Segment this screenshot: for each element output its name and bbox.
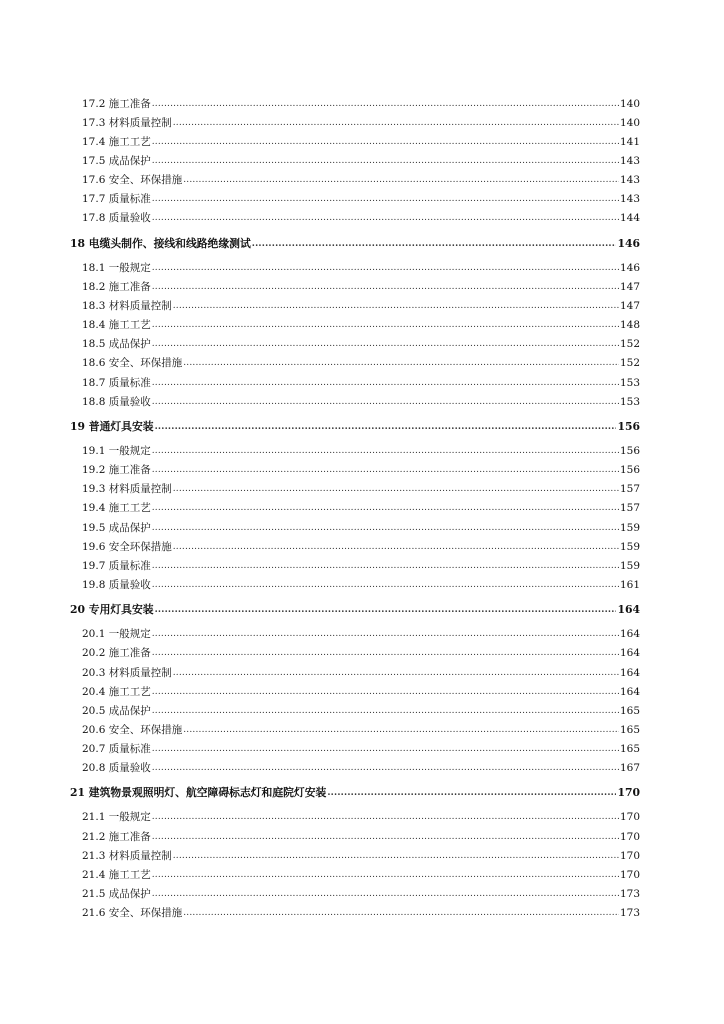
toc-section-entry[interactable]: [70, 335, 640, 354]
toc-section-entry[interactable]: [70, 884, 640, 903]
toc-entry-title: 17.4 施工工艺: [82, 135, 151, 148]
dot-leader: [152, 743, 619, 755]
toc-section-entry[interactable]: [70, 518, 640, 537]
dot-leader: [252, 238, 617, 250]
toc-entry-page-number: 156: [617, 419, 640, 433]
toc-entry-page-number: 153: [619, 376, 640, 389]
toc-section-entry[interactable]: [70, 277, 640, 296]
toc-entry-page-number: 164: [619, 628, 640, 641]
dot-leader: [173, 850, 619, 862]
toc-entry-title: 19.2 施工准备: [82, 464, 151, 477]
toc-section-entry[interactable]: [70, 190, 640, 209]
toc-entry-title: 21.5 成品保护: [82, 888, 151, 901]
toc-section-entry[interactable]: [70, 701, 640, 720]
dot-leader: [152, 705, 619, 717]
dot-leader: [152, 445, 619, 457]
toc-entry-title: 21.4 施工工艺: [82, 868, 151, 881]
toc-entry-page-number: 164: [619, 666, 640, 679]
dot-leader: [152, 831, 619, 843]
toc-entry-title: 19.6 安全环保措施: [82, 540, 172, 553]
toc-section-entry[interactable]: [70, 904, 640, 923]
dot-leader: [173, 300, 619, 312]
toc-entry-title: 21.6 安全、环保措施: [82, 907, 183, 920]
toc-entry-title: 18.8 质量验收: [82, 395, 151, 408]
dot-leader: [152, 522, 619, 534]
toc-entry-page-number: 140: [619, 97, 640, 110]
toc-entry-page-number: 170: [619, 868, 640, 881]
dot-leader: [152, 377, 619, 389]
toc-entry-title: 17.6 安全、环保措施: [82, 174, 183, 187]
toc-entry-page-number: 170: [619, 849, 640, 862]
toc-section-entry[interactable]: [70, 480, 640, 499]
dot-leader: [152, 888, 619, 900]
toc-entry-title: 18.2 施工准备: [82, 280, 151, 293]
toc-entry-title: 17.8 质量验收: [82, 212, 151, 225]
toc-entry-title: 19.3 材料质量控制: [82, 483, 172, 496]
dot-leader: [183, 357, 619, 369]
toc-entry-title: 18.7 质量标准: [82, 376, 151, 389]
dot-leader: [152, 155, 619, 167]
dot-leader: [152, 647, 619, 659]
toc-entry-page-number: 146: [619, 261, 640, 274]
toc-entry-title: 21.2 施工准备: [82, 830, 151, 843]
dot-leader: [152, 98, 619, 110]
toc-entry-title: 20.3 材料质量控制: [82, 666, 172, 679]
toc-chapter-entry[interactable]: [70, 784, 640, 803]
toc-section-entry[interactable]: [70, 461, 640, 480]
toc-entry-page-number: 170: [619, 830, 640, 843]
toc-entry-title: 19.1 一般规定: [82, 444, 151, 457]
toc-entry-page-number: 141: [619, 135, 640, 148]
toc-entry-page-number: 157: [619, 483, 640, 496]
toc-entry-title: 19.8 质量验收: [82, 578, 151, 591]
toc-entry-title: 18.4 施工工艺: [82, 319, 151, 332]
dot-leader: [155, 604, 617, 616]
toc-entry-title: 21.1 一般规定: [82, 811, 151, 824]
toc-section-entry[interactable]: [70, 499, 640, 518]
toc-section-entry[interactable]: [70, 392, 640, 411]
toc-entry-title: 19.5 成品保护: [82, 521, 151, 534]
dot-leader: [152, 396, 619, 408]
toc-section-entry[interactable]: [70, 258, 640, 277]
dot-leader: [152, 212, 619, 224]
toc-section-entry[interactable]: [70, 132, 640, 151]
toc-entry-title: 17.2 施工准备: [82, 97, 151, 110]
toc-section-entry[interactable]: [70, 720, 640, 739]
dot-leader: [152, 262, 619, 274]
toc-entry-page-number: 157: [619, 502, 640, 515]
toc-entry-title: 19 普通灯具安装: [70, 419, 154, 433]
dot-leader: [152, 193, 619, 205]
toc-entry-page-number: 164: [619, 647, 640, 660]
toc-entry-title: 18.3 材料质量控制: [82, 299, 172, 312]
toc-chapter-entry[interactable]: [70, 234, 640, 253]
toc-section-entry[interactable]: [70, 316, 640, 335]
toc-entry-title: 21 建筑物景观照明灯、航空障碍标志灯和庭院灯安装: [70, 786, 327, 800]
toc-entry-page-number: 156: [619, 444, 640, 457]
toc-section-entry[interactable]: [70, 296, 640, 315]
toc-entry-title: 20 专用灯具安装: [70, 603, 154, 617]
toc-entry-title: 17.5 成品保护: [82, 154, 151, 167]
dot-leader: [173, 483, 619, 495]
toc-section-entry[interactable]: [70, 373, 640, 392]
dot-leader: [152, 811, 619, 823]
toc-entry-page-number: 143: [619, 193, 640, 206]
toc-entry-page-number: 165: [619, 743, 640, 756]
dot-leader: [152, 762, 619, 774]
toc-entry-page-number: 152: [619, 357, 640, 370]
toc-section-entry[interactable]: [70, 171, 640, 190]
toc-entry-page-number: 159: [619, 540, 640, 553]
toc-section-entry[interactable]: [70, 354, 640, 373]
toc-entry-page-number: 164: [619, 685, 640, 698]
toc-section-entry[interactable]: [70, 209, 640, 228]
toc-entry-title: 18.5 成品保护: [82, 338, 151, 351]
toc-entry-title: 19.7 质量标准: [82, 559, 151, 572]
toc-section-entry[interactable]: [70, 759, 640, 778]
toc-entry-page-number: 165: [619, 723, 640, 736]
dot-leader: [152, 560, 619, 572]
table-of-contents: [70, 94, 640, 923]
toc-entry-page-number: 173: [619, 907, 640, 920]
dot-leader: [152, 579, 619, 591]
toc-entry-title: 17.3 材料质量控制: [82, 116, 172, 129]
toc-entry-page-number: 159: [619, 521, 640, 534]
dot-leader: [173, 667, 619, 679]
toc-entry-title: 19.4 施工工艺: [82, 502, 151, 515]
toc-section-entry[interactable]: [70, 441, 640, 460]
toc-entry-page-number: 170: [617, 786, 640, 800]
toc-entry-page-number: 144: [619, 212, 640, 225]
dot-leader: [152, 502, 619, 514]
dot-leader: [152, 869, 619, 881]
dot-leader: [327, 787, 616, 799]
toc-entry-page-number: 170: [619, 811, 640, 824]
dot-leader: [152, 464, 619, 476]
toc-entry-page-number: 143: [619, 154, 640, 167]
dot-leader: [183, 907, 619, 919]
dot-leader: [183, 724, 619, 736]
toc-entry-page-number: 147: [619, 299, 640, 312]
toc-chapter-entry[interactable]: [70, 417, 640, 436]
toc-entry-page-number: 173: [619, 888, 640, 901]
toc-entry-title: 20.2 施工准备: [82, 647, 151, 660]
toc-entry-page-number: 165: [619, 704, 640, 717]
toc-entry-title: 20.4 施工工艺: [82, 685, 151, 698]
toc-entry-page-number: 167: [619, 762, 640, 775]
dot-leader: [152, 628, 619, 640]
dot-leader: [173, 117, 619, 129]
toc-entry-title: 20.8 质量验收: [82, 762, 151, 775]
toc-entry-page-number: 161: [619, 578, 640, 591]
toc-section-entry[interactable]: [70, 151, 640, 170]
toc-section-entry[interactable]: [70, 575, 640, 594]
toc-entry-title: 20.7 质量标准: [82, 743, 151, 756]
toc-entry-page-number: 152: [619, 338, 640, 351]
toc-section-entry[interactable]: [70, 682, 640, 701]
dot-leader: [173, 541, 619, 553]
dot-leader: [183, 174, 619, 186]
toc-entry-title: 20.6 安全、环保措施: [82, 723, 183, 736]
dot-leader: [152, 319, 619, 331]
toc-entry-page-number: 156: [619, 464, 640, 477]
toc-section-entry[interactable]: [70, 556, 640, 575]
toc-section-entry[interactable]: [70, 827, 640, 846]
toc-entry-page-number: 143: [619, 174, 640, 187]
toc-entry-page-number: 140: [619, 116, 640, 129]
toc-section-entry[interactable]: [70, 625, 640, 644]
dot-leader: [152, 281, 619, 293]
dot-leader: [155, 421, 617, 433]
toc-section-entry[interactable]: [70, 808, 640, 827]
toc-entry-title: 20.5 成品保护: [82, 704, 151, 717]
toc-chapter-entry[interactable]: [70, 601, 640, 620]
toc-entry-page-number: 146: [617, 236, 640, 250]
toc-entry-title: 18.1 一般规定: [82, 261, 151, 274]
toc-entry-page-number: 147: [619, 280, 640, 293]
dot-leader: [152, 338, 619, 350]
toc-entry-title: 20.1 一般规定: [82, 628, 151, 641]
toc-section-entry[interactable]: [70, 865, 640, 884]
toc-section-entry[interactable]: [70, 663, 640, 682]
toc-section-entry[interactable]: [70, 537, 640, 556]
toc-entry-title: 17.7 质量标准: [82, 193, 151, 206]
dot-leader: [152, 686, 619, 698]
toc-entry-page-number: 164: [617, 603, 640, 617]
toc-entry-page-number: 159: [619, 559, 640, 572]
toc-section-entry[interactable]: [70, 113, 640, 132]
toc-entry-page-number: 153: [619, 395, 640, 408]
toc-entry-title: 21.3 材料质量控制: [82, 849, 172, 862]
toc-section-entry[interactable]: [70, 644, 640, 663]
toc-section-entry[interactable]: [70, 740, 640, 759]
toc-section-entry[interactable]: [70, 846, 640, 865]
dot-leader: [152, 136, 619, 148]
toc-section-entry[interactable]: [70, 94, 640, 113]
toc-entry-page-number: 148: [619, 319, 640, 332]
toc-entry-title: 18 电缆头制作、接线和线路绝缘测试: [70, 236, 251, 250]
toc-entry-title: 18.6 安全、环保措施: [82, 357, 183, 370]
